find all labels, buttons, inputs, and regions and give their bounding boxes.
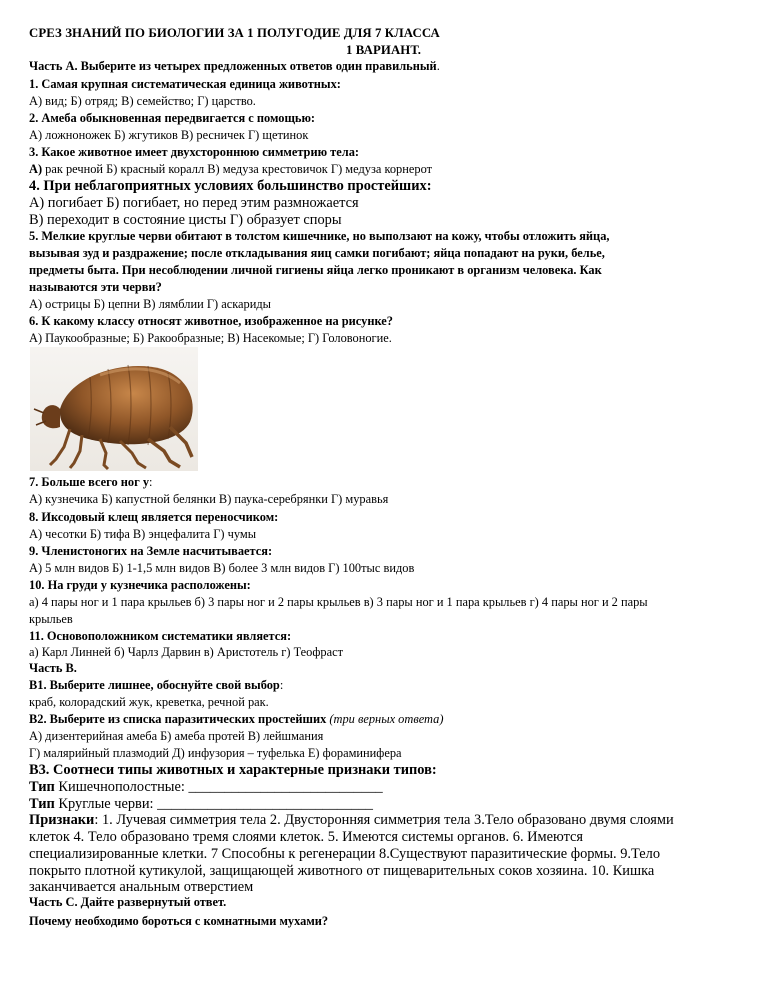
answers-5: А) острицы Б) цепни В) лямблии Г) аскариды [29, 297, 272, 311]
question-b2-text: В2. Выберите из списка паразитических простейших [29, 712, 330, 726]
answers-1: А) вид; Б) отряд; В) семейство; Г) царство. [29, 94, 256, 108]
answers-4-line-1: А) погибает Б) погибает, но перед этим размножается [29, 195, 359, 211]
type-2-line [29, 797, 373, 812]
question-b2-hint: (три верных ответа) [329, 712, 444, 726]
type-1-line [29, 780, 383, 795]
question-6: 6. К какому классу относят животное, изображенное на рисунке? [29, 314, 393, 328]
answers-10-line-2: крыльев [29, 612, 73, 626]
question-b2 [29, 712, 443, 727]
question-3: 3. Какое животное имеет двухстороннюю симметрию тела: [29, 145, 360, 159]
answer-3-text: рак речной Б) красный коралл В) медуза крестовичок Г) медуза корнерот [42, 162, 433, 176]
answers-10-line-1: а) 4 пары ног и 1 пара крыльев б) 3 пары ног и 2 пары крыльев в) 3 пары ног и 1 пара крыльев г) 4 пары ног и 2 пары [29, 595, 648, 609]
question-2: 2. Амеба обыкновенная передвигается с помощью: [29, 111, 316, 125]
question-b1-text: В1. Выберите лишнее, обоснуйте свой выбор [29, 678, 280, 692]
part-c-title: Часть С. Дайте развернутый ответ. [29, 895, 227, 909]
type-1-text: Кишечнополостные: ___________________________ [54, 779, 383, 795]
part-a-intro-dot: . [436, 59, 440, 73]
answer-3-a-label: А) [29, 162, 43, 176]
question-c: Почему необходимо бороться с комнатными мухами? [29, 914, 329, 928]
answers-6: А) Паукообразные; Б) Ракообразные; В) Насекомые; Г) Головоногие. [29, 331, 392, 345]
question-10: 10. На груди у кузнечика расположены: [29, 578, 251, 592]
variant-label: 1 ВАРИАНТ. [346, 43, 421, 57]
question-11: 11. Основоположником систематики является: [29, 629, 292, 643]
signs-line-4: покрыто плотной кутикулой, защищающей животного от пищеварительных соков хозяина. 10. Кишка [29, 863, 655, 879]
question-b3: В3. Соотнеси типы животных и характерные признаки типов: [29, 762, 437, 778]
question-5-line-3: предметы быта. При несоблюдении личной гигиены яйца легко проникают в организм человека. Как [29, 263, 602, 277]
signs-text-1: : 1. Лучевая симметрия тела 2. Двусторонняя симметрия тела 3.Тело образовано двумя слоями [94, 812, 674, 828]
question-b1-colon: : [279, 678, 284, 692]
type-2-label: Тип [29, 796, 55, 812]
question-5-line-2: вызывая зуд и раздражение; после откладывания яиц самки погибают; яйца попадают на руки, белье, [29, 246, 605, 260]
answers-4-line-2: В) переходит в состояние цисты Г) образует споры [29, 212, 342, 228]
signs-line-3: специализированные клетки. 7 Способны к регенерации 8.Существуют паразитические формы. 9.Тело [29, 846, 661, 862]
answers-b1: краб, колорадский жук, креветка, речной рак. [29, 695, 269, 709]
answers-7: А) кузнечика Б) капустной белянки В) паука-серебрянки Г) муравья [29, 492, 389, 506]
answers-b2-line-2: Г) малярийный плазмодий Д) инфузория – туфелька Е) фораминифера [29, 746, 402, 760]
answers-8: А) чесотки Б) тифа В) энцефалита Г) чумы [29, 527, 257, 541]
answers-9: А) 5 млн видов Б) 1-1,5 млн видов В) более 3 млн видов Г) 100тыс видов [29, 561, 415, 575]
flea-illustration [30, 347, 198, 471]
question-5-line-1: 5. Мелкие круглые черви обитают в толстом кишечнике, но выползают на кожу, чтобы отложить яйца, [29, 229, 610, 243]
signs-line-5: заканчивается анальным отверстием [29, 879, 254, 895]
signs-line-1 [29, 813, 674, 828]
part-a-intro [29, 59, 440, 74]
type-1-label: Тип [29, 779, 55, 795]
page-title: СРЕЗ ЗНАНИЙ ПО БИОЛОГИИ ЗА 1 ПОЛУГОДИЕ ДЛЯ 7 КЛАССА [29, 26, 440, 40]
answers-3 [29, 162, 432, 177]
flea-icon [30, 347, 198, 471]
question-1: 1. Самая крупная систематическая единица животных: [29, 77, 341, 91]
signs-line-2: клеток 4. Тело образовано тремя слоями клеток. 5. Имеются системы органов. 6. Имеются [29, 829, 584, 845]
signs-label: Признаки [29, 812, 95, 828]
type-2-text: Круглые черви: ______________________________ [54, 796, 374, 812]
question-7-text: 7. Больше всего ног у [29, 475, 150, 489]
answers-b2-line-1: А) дизентерийная амеба Б) амеба протей В) лейшмания [29, 729, 324, 743]
part-b-title: Часть В. [29, 661, 77, 675]
question-7-colon: : [149, 475, 153, 489]
question-9: 9. Членистоногих на Земле насчитывается: [29, 544, 273, 558]
question-4: 4. При неблагоприятных условиях большинство простейших: [29, 178, 432, 194]
answers-2: А) ложноножек Б) жгутиков В) ресничек Г) щетинок [29, 128, 309, 142]
question-7 [29, 475, 153, 490]
question-8: 8. Иксодовый клещ является переносчиком: [29, 510, 279, 524]
question-b1 [29, 678, 283, 693]
answers-11: а) Карл Линней б) Чарлз Дарвин в) Аристотель г) Теофраст [29, 645, 344, 659]
part-a-intro-text: Часть А. Выберите из четырех предложенных ответов один правильный [29, 59, 437, 73]
question-5-line-4: называются эти черви? [29, 280, 162, 294]
